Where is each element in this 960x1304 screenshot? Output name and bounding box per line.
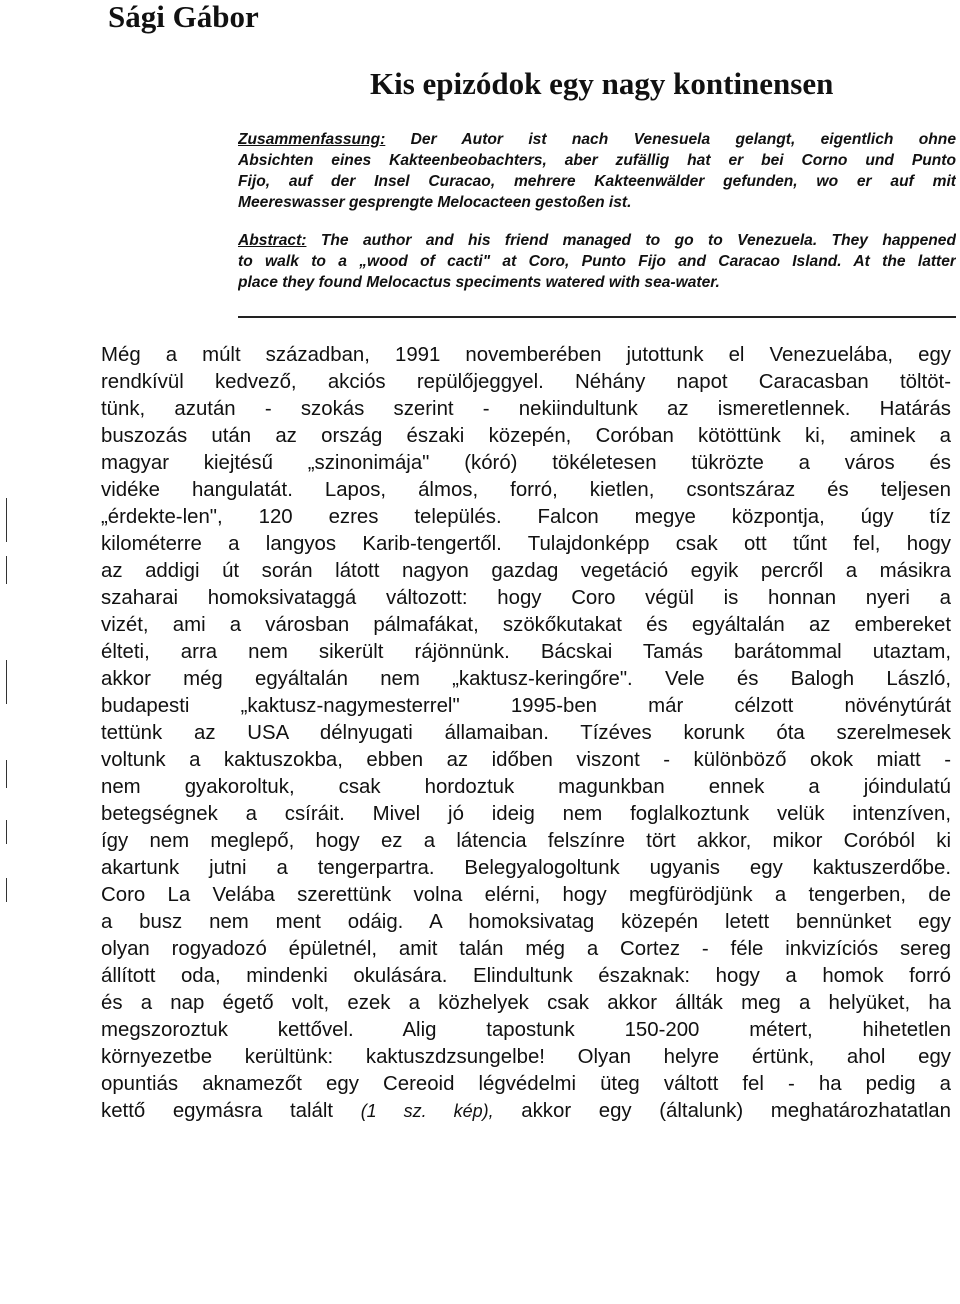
body-line: környezetbe kerültünk: kaktuszdzsungelbe! Olyan helyre értünk, ahol egy [101, 1046, 951, 1068]
body-line: állított oda, mindenki okulására. Elindultunk északnak: hogy a homok forró [101, 965, 951, 987]
body-line: megszoroztuk kettővel. Alig tapostunk 150-200 métert, hihetetlen [101, 1019, 951, 1041]
author-name: Sági Gábor [108, 0, 259, 34]
abstract-gap [238, 213, 956, 230]
summary-de-line: Meereswasser gesprengte Melocacteen gestoßen ist. [238, 194, 632, 211]
body-line: „érdekte-len", 120 ezres település. Falcon megye központja, úgy tíz [101, 506, 951, 528]
margin-scan-mark [6, 660, 7, 704]
body-line: magyar kiejtésű „szinonimája" (kóró) tökéletesen tükrözte a város és [101, 452, 951, 474]
body-line: betegségnek a csíráit. Mivel jó ideig nem foglalkoztunk velük intenzíven, [101, 803, 951, 825]
figure-reference: (1 sz. kép), [360, 1101, 494, 1121]
margin-scan-mark [6, 498, 7, 542]
body-line: akartunk jutni a tengerpartra. Belegyalogoltunk ugyanis egy kaktuszerdőbe. [101, 857, 951, 879]
body-line: voltunk a kaktuszokba, ebben az időben viszont - különböző okok miatt - [101, 749, 951, 771]
body-line: élteti, arra nem sikerült rájönnünk. Bácskai Tamás barátommal utaztam, [101, 641, 951, 663]
summary-en-line: place they found Melocactus speciments watered with sea-water. [238, 274, 720, 291]
margin-scan-mark [6, 556, 7, 584]
body-line: opuntiás aknamezőt egy Cereoid légvédelmi üteg váltott fel - ha pedig a [101, 1073, 951, 1095]
body-line: így nem meglepő, hogy ez a látencia felszínre tört akkor, mikor Coróból ki [101, 830, 951, 852]
body-line: kilométerre a langyos Karib-tengertől. Tulajdonképp csak ott tűnt fel, hogy [101, 533, 951, 555]
abstract-block [238, 129, 956, 293]
body-line: a busz nem ment odáig. A homoksivatag közepén letett bennünket egy [101, 911, 951, 933]
body-line: Coro La Velába szerettünk volna elérni, hogy megfürödjünk a tengerben, de [101, 884, 951, 906]
margin-scan-mark [6, 820, 7, 844]
body-line: olyan rogyadozó épületnél, amit talán még a Cortez - féle inkvizíciós sereg [101, 938, 951, 960]
body-line: tünk, azután - szokás szerint - nekiindultunk az ismeretlennek. Határás [101, 398, 951, 420]
summary-en-label: Abstract: [238, 232, 307, 249]
summary-de-line: Fijo, auf der Insel Curacao, mehrere Kakteenwälder gefunden, wo er auf mit [238, 173, 956, 190]
body-line: rendkívül kedvező, akciós repülőjeggyel. Néhány napot Caracasban töltöt- [101, 371, 951, 393]
body-line: Még a múlt században, 1991 novemberében jutottunk el Venezuelába, egy [101, 344, 951, 366]
article-title: Kis epizódok egy nagy kontinensen [370, 66, 834, 101]
body-line: budapesti „kaktusz-nagymesterrel" 1995-ben már célzott növénytúrát [101, 695, 951, 717]
margin-scan-mark [6, 760, 7, 788]
summary-de-line: Absichten eines Kakteenbeobachters, aber zufällig hat er bei Corno und Punto [238, 152, 956, 169]
body-line: kettő egymásra talált (1 sz. kép), akkor egy (általunk) meghatározhatatlan [101, 1100, 951, 1122]
body-line: tettünk az USA délnyugati államaiban. Tízéves korunk óta szerelmesek [101, 722, 951, 744]
summary-de-label: Zusammenfassung: [238, 131, 386, 148]
body-line: nem gyakoroltuk, csak hordoztuk magunkban ennek a jóindulatú [101, 776, 951, 798]
abstract-divider [238, 316, 956, 318]
summary-de-line: Zusammenfassung: Der Autor ist nach Venesuela gelangt, eigentlich ohne [238, 131, 956, 148]
summary-en-line: Abstract: The author and his friend managed to go to Venezuela. They happened [238, 232, 956, 249]
body-line: buszozás után az ország északi közepén, Coróban kötöttünk ki, aminek a [101, 425, 951, 447]
body-line: vizét, ami a városban pálmafákat, szökőkutakat és egyáltalán az embereket [101, 614, 951, 636]
margin-scan-mark [6, 878, 7, 902]
body-line: az addigi út során látott nagyon gazdag vegetáció egyik percről a másikra [101, 560, 951, 582]
body-line: akkor még egyáltalán nem „kaktusz-keringőre". Vele és Balogh László, [101, 668, 951, 690]
body-text [101, 342, 951, 1125]
body-line: szaharai homoksivataggá változott: hogy Coro végül is honnan nyeri a [101, 587, 951, 609]
body-line: és a nap égető volt, ezek a közhelyek csak akkor állták meg a helyüket, ha [101, 992, 951, 1014]
summary-en-line: to walk to a „wood of cacti" at Coro, Punto Fijo and Caracao Island. At the latter [238, 253, 956, 270]
body-line: vidéke hangulatát. Lapos, álmos, forró, kietlen, csontszáraz és teljesen [101, 479, 951, 501]
